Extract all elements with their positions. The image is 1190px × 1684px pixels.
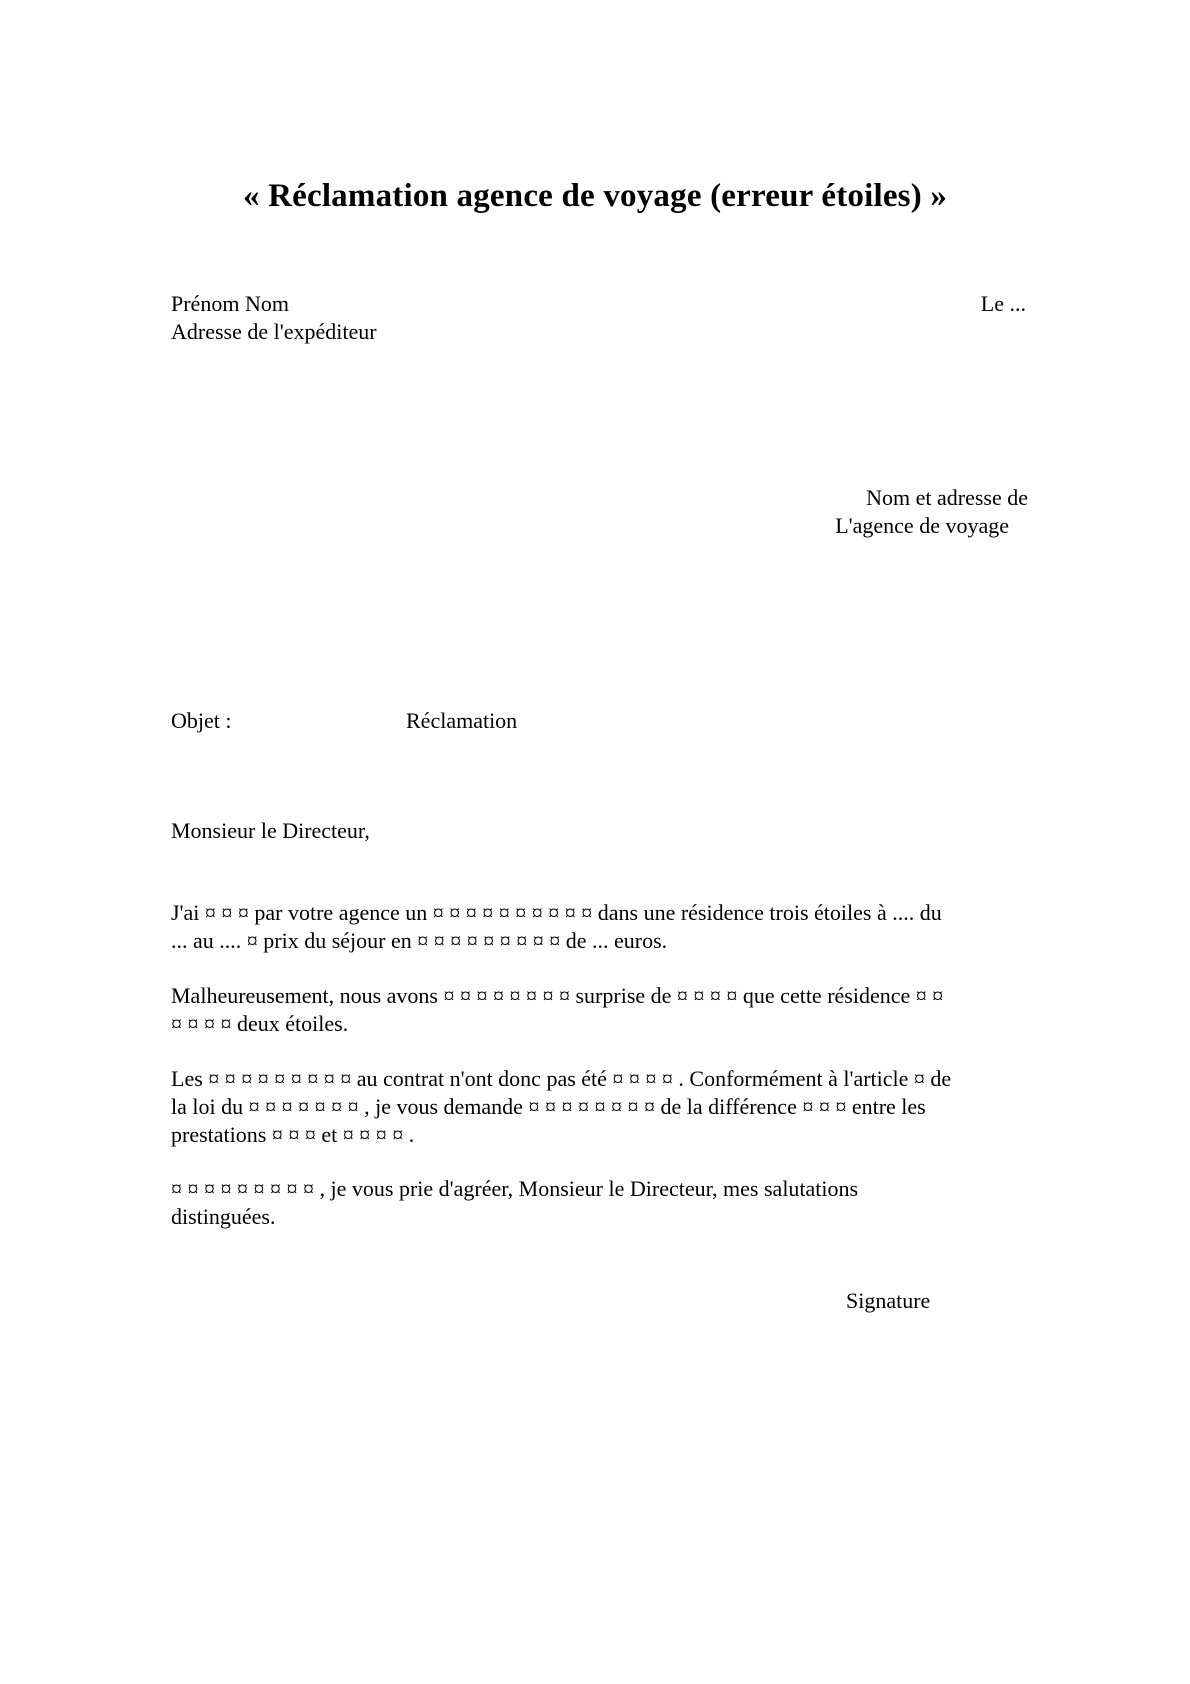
objet-label: Objet : [171, 708, 232, 733]
paragraph-line: la loi du ¤ ¤ ¤ ¤ ¤ ¤ ¤ , je vous demande ¤ ¤ ¤ ¤ ¤ ¤ ¤ ¤ de la différence ¤ ¤ ¤ entre les [171, 1094, 926, 1119]
recipient-block [808, 484, 1028, 540]
salutation: Monsieur le Directeur, [171, 818, 370, 843]
paragraph-line: Les ¤ ¤ ¤ ¤ ¤ ¤ ¤ ¤ ¤ au contrat n'ont donc pas été ¤ ¤ ¤ ¤ . Conformément à l'article ¤ de [171, 1066, 952, 1091]
recipient-line-1: Nom et adresse de [866, 485, 1028, 510]
signature-label: Signature [846, 1288, 931, 1313]
paragraph-line: ... au .... ¤ prix du séjour en ¤ ¤ ¤ ¤ ¤ ¤ ¤ ¤ ¤ de ... euros. [171, 928, 668, 953]
document-title: « Réclamation agence de voyage (erreur étoiles) » [242, 178, 948, 214]
objet-value: Réclamation [406, 708, 518, 733]
letter-date: Le ... [980, 291, 1026, 316]
paragraph-line: distinguées. [171, 1204, 276, 1229]
paragraph-line: prestations ¤ ¤ ¤ et ¤ ¤ ¤ ¤ . [171, 1122, 415, 1147]
sender-name: Prénom Nom [171, 291, 289, 316]
paragraph-line: ¤ ¤ ¤ ¤ deux étoiles. [171, 1011, 349, 1036]
paragraph-line: ¤ ¤ ¤ ¤ ¤ ¤ ¤ ¤ ¤ , je vous prie d'agréer, Monsieur le Directeur, mes salutations [171, 1176, 859, 1201]
recipient-line-2: L'agence de voyage [835, 513, 1009, 538]
sender-address: Adresse de l'expéditeur [171, 319, 377, 344]
paragraph-2 [171, 982, 1021, 1038]
paragraph-1 [171, 899, 1021, 955]
paragraph-line: J'ai ¤ ¤ ¤ par votre agence un ¤ ¤ ¤ ¤ ¤ ¤ ¤ ¤ ¤ ¤ dans une résidence trois étoiles à .... du [171, 900, 942, 925]
paragraph-line: Malheureusement, nous avons ¤ ¤ ¤ ¤ ¤ ¤ ¤ ¤ surprise de ¤ ¤ ¤ ¤ que cette résidence ¤ ¤ [171, 983, 944, 1008]
sender-block [171, 290, 377, 346]
paragraph-4 [171, 1175, 1021, 1231]
paragraph-3 [171, 1065, 1021, 1149]
